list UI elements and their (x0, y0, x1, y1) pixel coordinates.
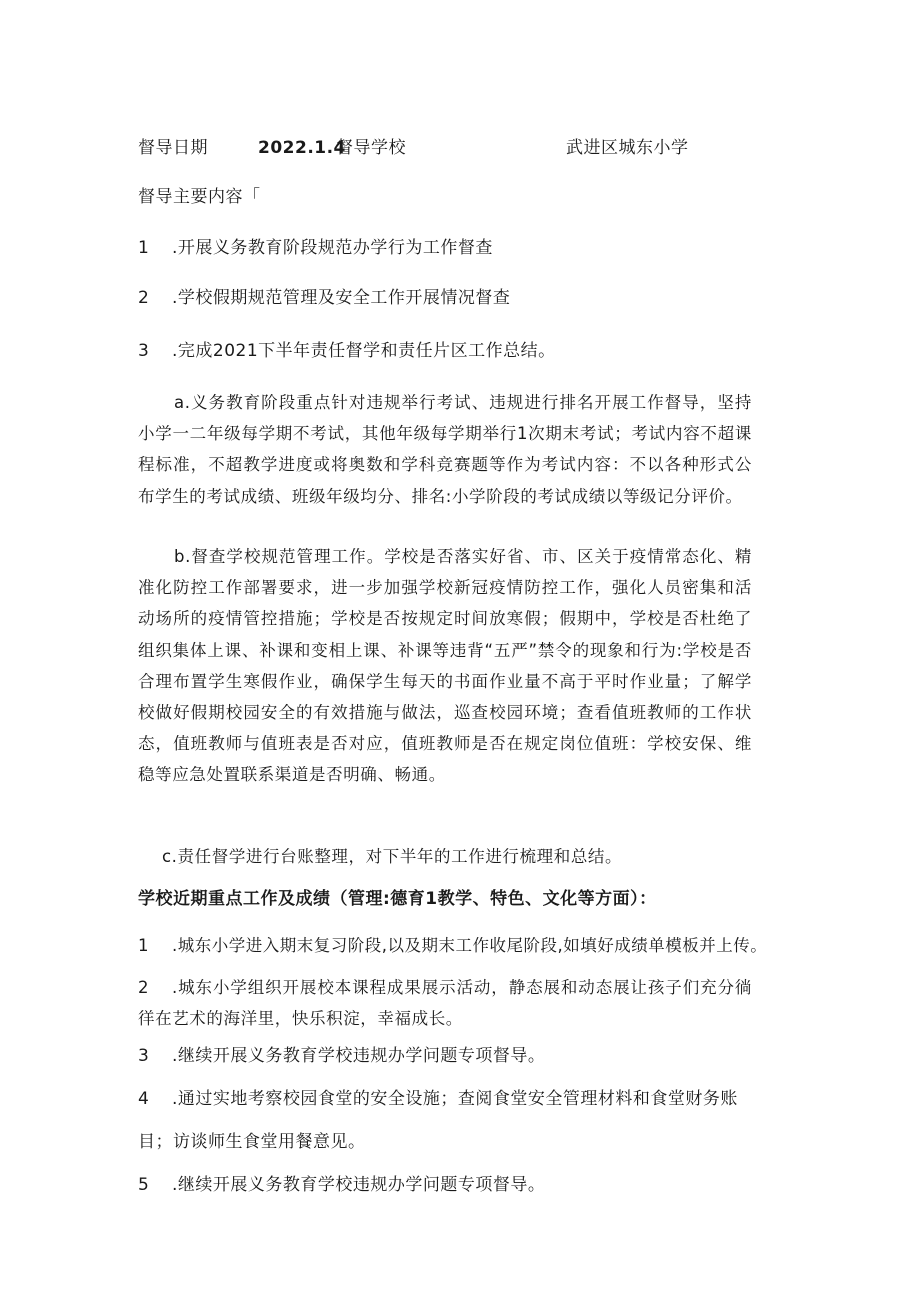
school-label: 督导学校 (336, 138, 406, 158)
list-item: 3 .继续开展义务教育学校违规办学问题专项督导。 (138, 1046, 546, 1066)
list-item: 4 .通过实地考察校园食堂的安全设施；查阅食堂安全管理材料和食堂财务账 (138, 1089, 738, 1109)
main-content-heading: 督导主要内容「 (138, 187, 261, 207)
list-item: 3 .完成2021下半年责任督学和责任片区工作总结。 (138, 341, 556, 361)
list-item: 1 .城东小学进入期末复习阶段,以及期末工作收尾阶段,如填好成绩单模板并上传。 (138, 936, 768, 955)
header-row (0, 137, 920, 159)
detail-b-paragraph: b.督查学校规范管理工作。学校是否落实好省、市、区关于疫情常态化、精准化防控工作部署要求，进一步加强学校新冠疫情防控工作，强化人员密集和活动场所的疫情管控措施；学校是否按规定时间放寒假；假期中，学校是否杜绝了组织集体上课、补课和变相上课、补课等违背“五严”禁令的现象和行为:学校是否合理布置学生寒假作业，确保学生每天的书面作业量不高于平时作业量；了解学校做好假期校园安全的有效措施与做法，巡查校园环境；查看值班教师的工作状态，值班教师与值班表是否对应，值班教师是否在规定岗位值班：学校安保、维稳等应急处置联系渠道是否明确、畅通。 (138, 547, 752, 785)
detail-a-paragraph: a.义务教育阶段重点针对违规举行考试、违规进行排名开展工作督导，坚持小学一二年级每学期不考试，其他年级每学期举行1次期末考试；考试内容不超课程标准，不超教学进度或将奥数和学科竞赛题等作为考试内容：不以各种形式公布学生的考试成绩、班级年级均分、排名:小学阶段的考试成绩以等级记分评价。 (138, 393, 752, 506)
list-item: 1 .开展义务教育阶段规范办学行为工作督查 (138, 238, 493, 258)
school-value: 武进区城东小学 (566, 138, 689, 158)
list-item: 2 .学校假期规范管理及安全工作开展情况督查 (138, 288, 511, 308)
list-item: 5 .继续开展义务教育学校违规办学问题专项督导。 (138, 1175, 546, 1195)
list-item-continuation: 目；访谈师生食堂用餐意见。 (138, 1132, 366, 1152)
detail-c-paragraph: c.责任督学进行台账整理，对下半年的工作进行梳理和总结。 (162, 847, 623, 866)
list-item: 2 .城东小学组织开展校本课程成果展示活动，静态展和动态展让孩子们充分徜徉在艺术的海洋里，快乐积淀，幸福成长。 (138, 978, 752, 1029)
date-label: 督导日期 (138, 138, 208, 158)
date-value: 2022.1.4 (258, 138, 346, 158)
achievements-heading: 学校近期重点工作及成绩（管理:德育1教学、特色、文化等方面）： (138, 889, 657, 909)
